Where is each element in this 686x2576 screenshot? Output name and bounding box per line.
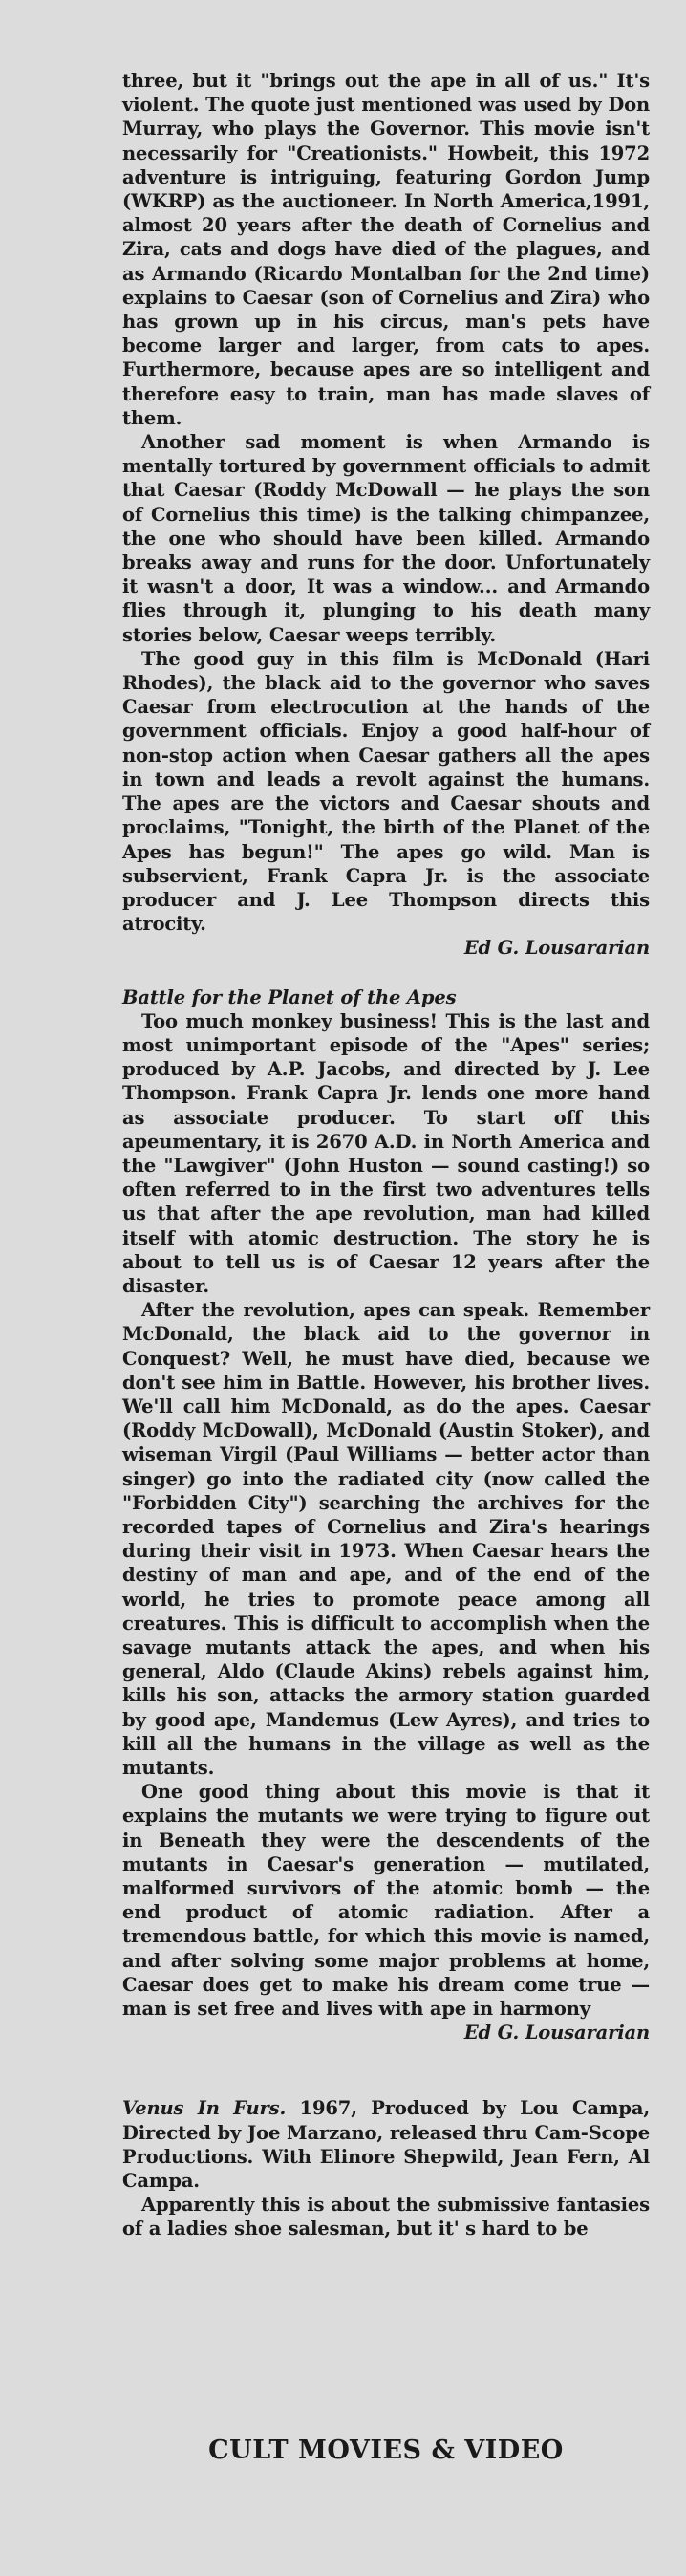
article-column <box>122 69 650 2241</box>
paragraph-conquest-1: three, but it "brings out the ape in all of us." It's violent. The quote just mentioned was used by Don Murray, who plays the Governor. This movie isn't necessarily for "Creationists." Howbeit, this 1972 adventure is intriguing, featuring Gordon Jump (WKRP) as the auctioneer. In North America,1991, almost 20 years after the death of Cornelius and Zira, cats and dogs have died of the plagues, and as Armando (Ricardo Montalban for the 2nd time) explains to Caesar (son of Cornelius and Zira) who has grown up in his circus, man's pets have become larger and larger, from cats to apes. Furthermore, because apes are so intelligent and therefore easy to train, man has made slaves of them. <box>122 70 650 429</box>
paragraph-conquest-3: The good guy in this film is McDonald (Hari Rhodes), the black aid to the governor who saves Caesar from electrocution at the hands of the government officials. Enjoy a good half-hour of non-stop action when Caesar gathers all the apes in town and leads a revolt against the humans. The apes are the victors and Caesar shouts and proclaims, "Tonight, the birth of the Planet of the Apes has begun!" The apes go wild. Man is subservient, Frank Capra Jr. is the associate producer and J. Lee Thompson directs this atrocity. <box>122 647 650 936</box>
paragraph-conquest-2: Another sad moment is when Armando is mentally tortured by government officials to admit that Caesar (Roddy McDowall — he plays the son of Cornelius this time) is the talking chimpanzee, the one who should have been killed. Armando breaks away and runs for the door. Unfortunately it wasn't a door, It was a window... and Armando flies through it, plunging to his death many stories below, Caesar weeps terribly. <box>122 431 650 646</box>
reviewer-signature: Ed G. Lousararian <box>463 937 650 960</box>
review-title-battle: Battle for the Planet of the Apes <box>122 985 457 1008</box>
paragraph-battle-3: One good thing about this movie is that it explains the mutants we were trying to figure out in Beneath they were the descendents of the mutants in Caesar's generation — mutilated, malformed survivors of the atomic bomb — the end product of atomic radiation. After a tremendous battle, for which this movie is named, and after solving some major problems at home, Caesar does get to make his dream come true — man is set free and lives with ape in harmony <box>122 1781 650 2021</box>
paragraph-venus-1 <box>122 2096 650 2193</box>
paragraph-battle-1: Too much monkey business! This is the last and most unimportant episode of the "Apes" series; produced by A.P. Jacobs, and directed by J. Lee Thompson. Frank Capra Jr. lends one more hand as associate producer. To start off this apeumentary, it is 2670 A.D. in North America and the "Lawgiver" (John Huston — sound casting!) so often referred to in the first two adventures tells us that after the ape revolution, man had killed itself with atomic destruction. The story he is about to tell us is of Caesar 12 years after the disaster. <box>122 1009 650 1297</box>
reviewer-signature: Ed G. Lousararian <box>463 2022 650 2045</box>
paragraph-battle-2: After the revolution, apes can speak. Remember McDonald, the black aid to the governor in Conquest? Well, he must have died, because we don't see him in Battle. However, his brother lives. We'll call him McDonald, as do the apes. Caesar (Roddy McDowall), McDonald (Austin Stoker), and wiseman Virgil (Paul Williams — better actor than singer) go into the radiated city (now called the "Forbidden City") searching the archives for the recorded tapes of Cornelius and Zira's hearings during their visit in 1973. When Caesar hears the destiny of man and ape, and of the end of the world, he tries to promote peace among all creatures. This is difficult to accomplish when the savage mutants attack the apes, and when his general, Aldo (Claude Akins) rebels against him, kills his son, attacks the armory station guarded by good ape, Mandemus (Lew Ayres), and tries to kill all the humans in the village as well as the mutants. <box>122 1299 650 1780</box>
section-gap <box>122 2052 650 2096</box>
magazine-footer-title: CULT MOVIES & VIDEO <box>208 2435 564 2465</box>
paragraph-venus-2: Apparently this is about the submissive fantasies of a ladies shoe salesman, but it' s hard to be <box>122 2194 650 2240</box>
review-title-venus: Venus In Furs. <box>122 2097 287 2120</box>
venus-credits: 1967, Produced by Lou Campa, Directed by Joe Marzano, released thru Cam-Scope Productions. With Elinore Shepwild, Jean Fern, Al Campa. <box>122 2097 650 2193</box>
